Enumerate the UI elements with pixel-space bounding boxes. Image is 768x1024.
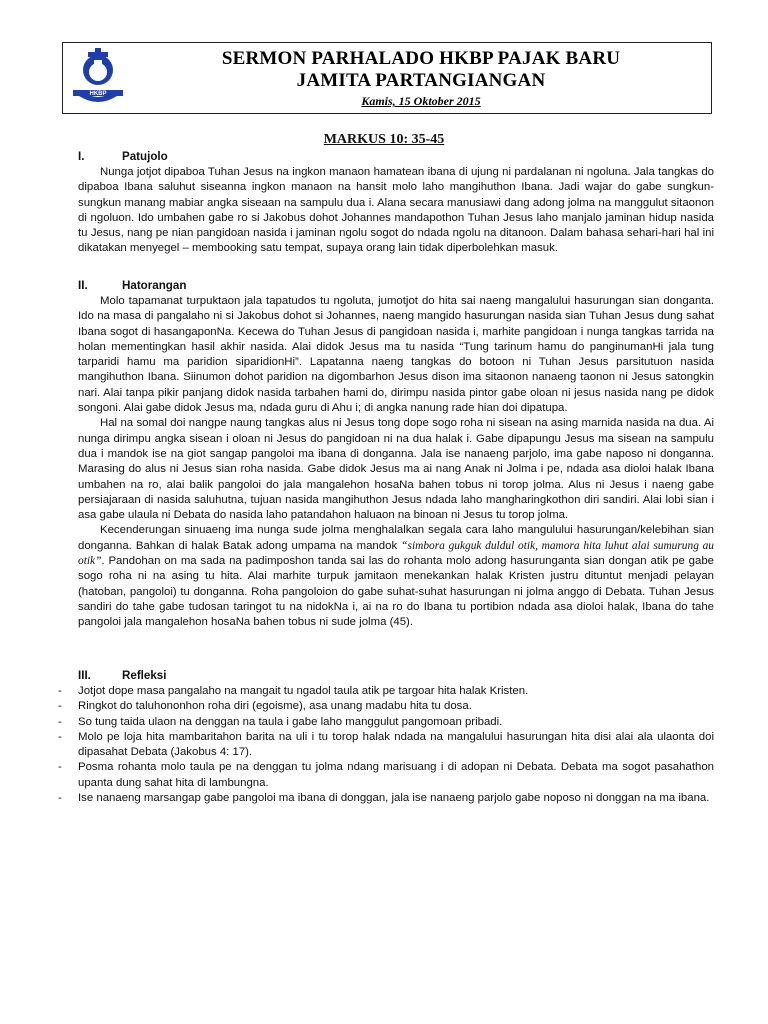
reflection-list bbox=[58, 684, 714, 806]
section-number: II. bbox=[78, 279, 88, 292]
list-item: - Molo pe loja hita mambaritahon barita na uli i tu torop halak ndada na mangalului hasurungan hita disi alai ala ulaonta doi dipasahat Debata (Jakobus 4: 17). bbox=[78, 730, 714, 761]
paragraph-text: Kecenderungan sinuaeng ima nunga sude jolma menghalalkan segala cara laho mangulului hasurungan/kelebihan sian donganna. Bahkan di halak Batak adong umpama na mandok bbox=[78, 524, 714, 552]
paragraph: Hal na somal doi nangpe naung tangkas alus ni Jesus tong dope sogo roha ni sisean na asing marnida nasida na dua. Ai nunga dirimpu angka sisean i oloan ni Jesus do pangidoan ni na dua halak i. Gabe dipapungu Jesus ma sisean na sampulu dua i mandok ise na giot sangap pangoloi ma ibana di donganna. Jala ise nanaeng parjolo, ima gabe naposo ni donganna. Marasing do alus ni Jesus sian roha nasida. Gabe didok Jesus ma ai nang Anak ni Jolma i pe, ndada asa dioloi halak Ibana umbahen na ro, alai balik pangoloi do jala mangalehon hosaNa bahen tobus ni torop jolma. Alus ni Jesus i naeng gabe persiajaraan di nasida saluhutna, tujuan nasida mangihuthon Jesus ndada laho mangharingkothon diri sandiri. Alai lobi sian i asa gabe ulaula ni Debata do nasida laho patandahon haluaon na binoan ni Jesus tu torop jolma. bbox=[78, 417, 714, 522]
header-box bbox=[62, 42, 712, 114]
bullet-dash: - bbox=[58, 761, 62, 774]
list-item: - Posma rohanta molo taula pe na denggan tu jolma ndang marisuang i di adopan ni Debata. Debata ma sogot pasahathon upanta dung sahat hita di lambungna. bbox=[78, 760, 714, 791]
bullet-dash: - bbox=[58, 730, 62, 743]
scripture-reference: MARKUS 10: 35-45 bbox=[323, 132, 445, 147]
section-heading bbox=[78, 278, 714, 294]
list-item: - Ringkot do taluhononhon roha diri (egoisme), asa unang madabu hita tu dosa. bbox=[78, 699, 714, 714]
section-heading bbox=[78, 668, 714, 684]
section-title: Hatorangan bbox=[122, 279, 187, 292]
bullet-dash: - bbox=[58, 700, 62, 713]
header-subtitle: JAMITA PARTANGIANGAN bbox=[296, 70, 546, 91]
bullet-dash: - bbox=[58, 715, 62, 728]
paragraph: Molo tapamanat turpuktaon jala tapatudos tu ngoluta, jumotjot do hita sai naeng mangalului hasurungan sian donganta. Ido na masa di pangalaho ni si Jakobus dohot si Johannes, naeng mangido hasurungan nasida sian Tuhan Jesus dung sahat Ibana sogot di hasangaponNa. Kecewa do Tuhan Jesus di pangidoan nasida i, marhite pangidoan i nunga tangkas tarrida na holan mementingkan hasil akhir nasida. Alai didok Jesus ma tu nasida “Tung tarinum hamu do panginumanHi jala tung tarparidi hamu ma paridion siparidionHi”. Lapatanna naeng tangkas do botoon ni Tuhan Jesus parsitutuon nasida mangihuthon Ibana. Siinumon dohot paridion na digombarhon Jesus dison ima sitaonon nanaeng taonon ni Jesus satongkin nari. Alai tanpa pikir panjang didok nasida tarbahen hami do, dirimpu nasida pintor gabe oloan ni jesus nasida nang pe didok songoni. Alai gabe didok Jesus ma, ndada guru di Ahu i; di angka nanung rade hian doi dipatupa. bbox=[78, 295, 714, 415]
section-refleksi bbox=[58, 668, 714, 806]
batak-proverb: “simbora gukguk duldul otik, mamora hita luhut alai sumurung au otik” bbox=[78, 539, 714, 568]
section-heading bbox=[78, 149, 714, 165]
list-item: - So tung taida ulaon na denggan na taula i gabe laho manggulut pangomoan pribadi. bbox=[78, 715, 714, 730]
list-item: - Jotjot dope masa pangalaho na mangait tu ngadol taula atik pe targoar hita halak Kristen. bbox=[78, 684, 714, 699]
hkbp-logo bbox=[67, 46, 129, 110]
section-title: Refleksi bbox=[122, 669, 167, 682]
paragraph: Nunga jotjot dipaboa Tuhan Jesus na ingkon manaon hamatean ibana di ujung ni pardalanan ni ngoluna. Jala tangkas do dipaboa Ibana saluhut siseanna ingkon manaon na hansit molo laho mangihuthon Ibana. Jadi wajar do gabe sungkun-sungkun manang mabiar angka siseaan na sampulu dua i. Alana secara manusiawi dang adong jolma na manggulut sitaonon di ngoluon. Ido umbahen gabe ro si Jakobus dohot Johannes mandapothon Tuhan Jesus laho manjalo jaminan hidup nasida tu Jesus, nang pe nian pangidoan nasida i jaminan ngolu sogot do ndada ngolu na ditanoon. Dalam bahasa sehari-hari hal ini dikatakan menyegel – membooking satu tempat, supaya orang lain tidak diperbolehkan masuk. bbox=[78, 166, 714, 255]
section-number: I. bbox=[78, 150, 85, 163]
list-item: - Ise nanaeng marsangap gabe pangoloi ma ibana di donggan, jala ise nanaeng parjolo gabe noposo ni donggan na ma ibana. bbox=[78, 791, 714, 806]
svg-text:HKBP: HKBP bbox=[89, 91, 107, 97]
section-patujolo bbox=[78, 149, 714, 257]
bullet-dash: - bbox=[58, 685, 62, 697]
paragraph-text: . Pandohan on ma sada na padimposhon tanda sai las do rohanta molo adong hasurunganta sian dongan atik pe gabe sogo roha ni na asing tu hita. Alai marhite turpuk jamitaon menekankan halak Kristen justru dituntut menjadi pelayan (hatoban, pangoloi) tu donganna. Roha pangoloion do gabe suhat-suhat hasurungan ni jolma anggo di Debata. Tuhan Jesus sandiri do tahe gabe tudosan taringot tu na nidokNa i, ai na ro do Ibana tu portibion ndada asa dioloi halak, Ibana do tahe pangoloi jala mangalehon hosaNa bahen tobus ni sude jolma (45). bbox=[78, 555, 714, 629]
header-titles bbox=[141, 48, 701, 109]
section-hatorangan bbox=[78, 278, 714, 631]
bullet-dash: - bbox=[58, 792, 62, 805]
header-date: Kamis, 15 Oktober 2015 bbox=[361, 94, 481, 108]
header-title: SERMON PARHALADO HKBP PAJAK BARU bbox=[221, 48, 621, 69]
section-number: III. bbox=[78, 669, 91, 682]
section-title: Patujolo bbox=[122, 150, 168, 163]
paragraph bbox=[78, 523, 714, 630]
